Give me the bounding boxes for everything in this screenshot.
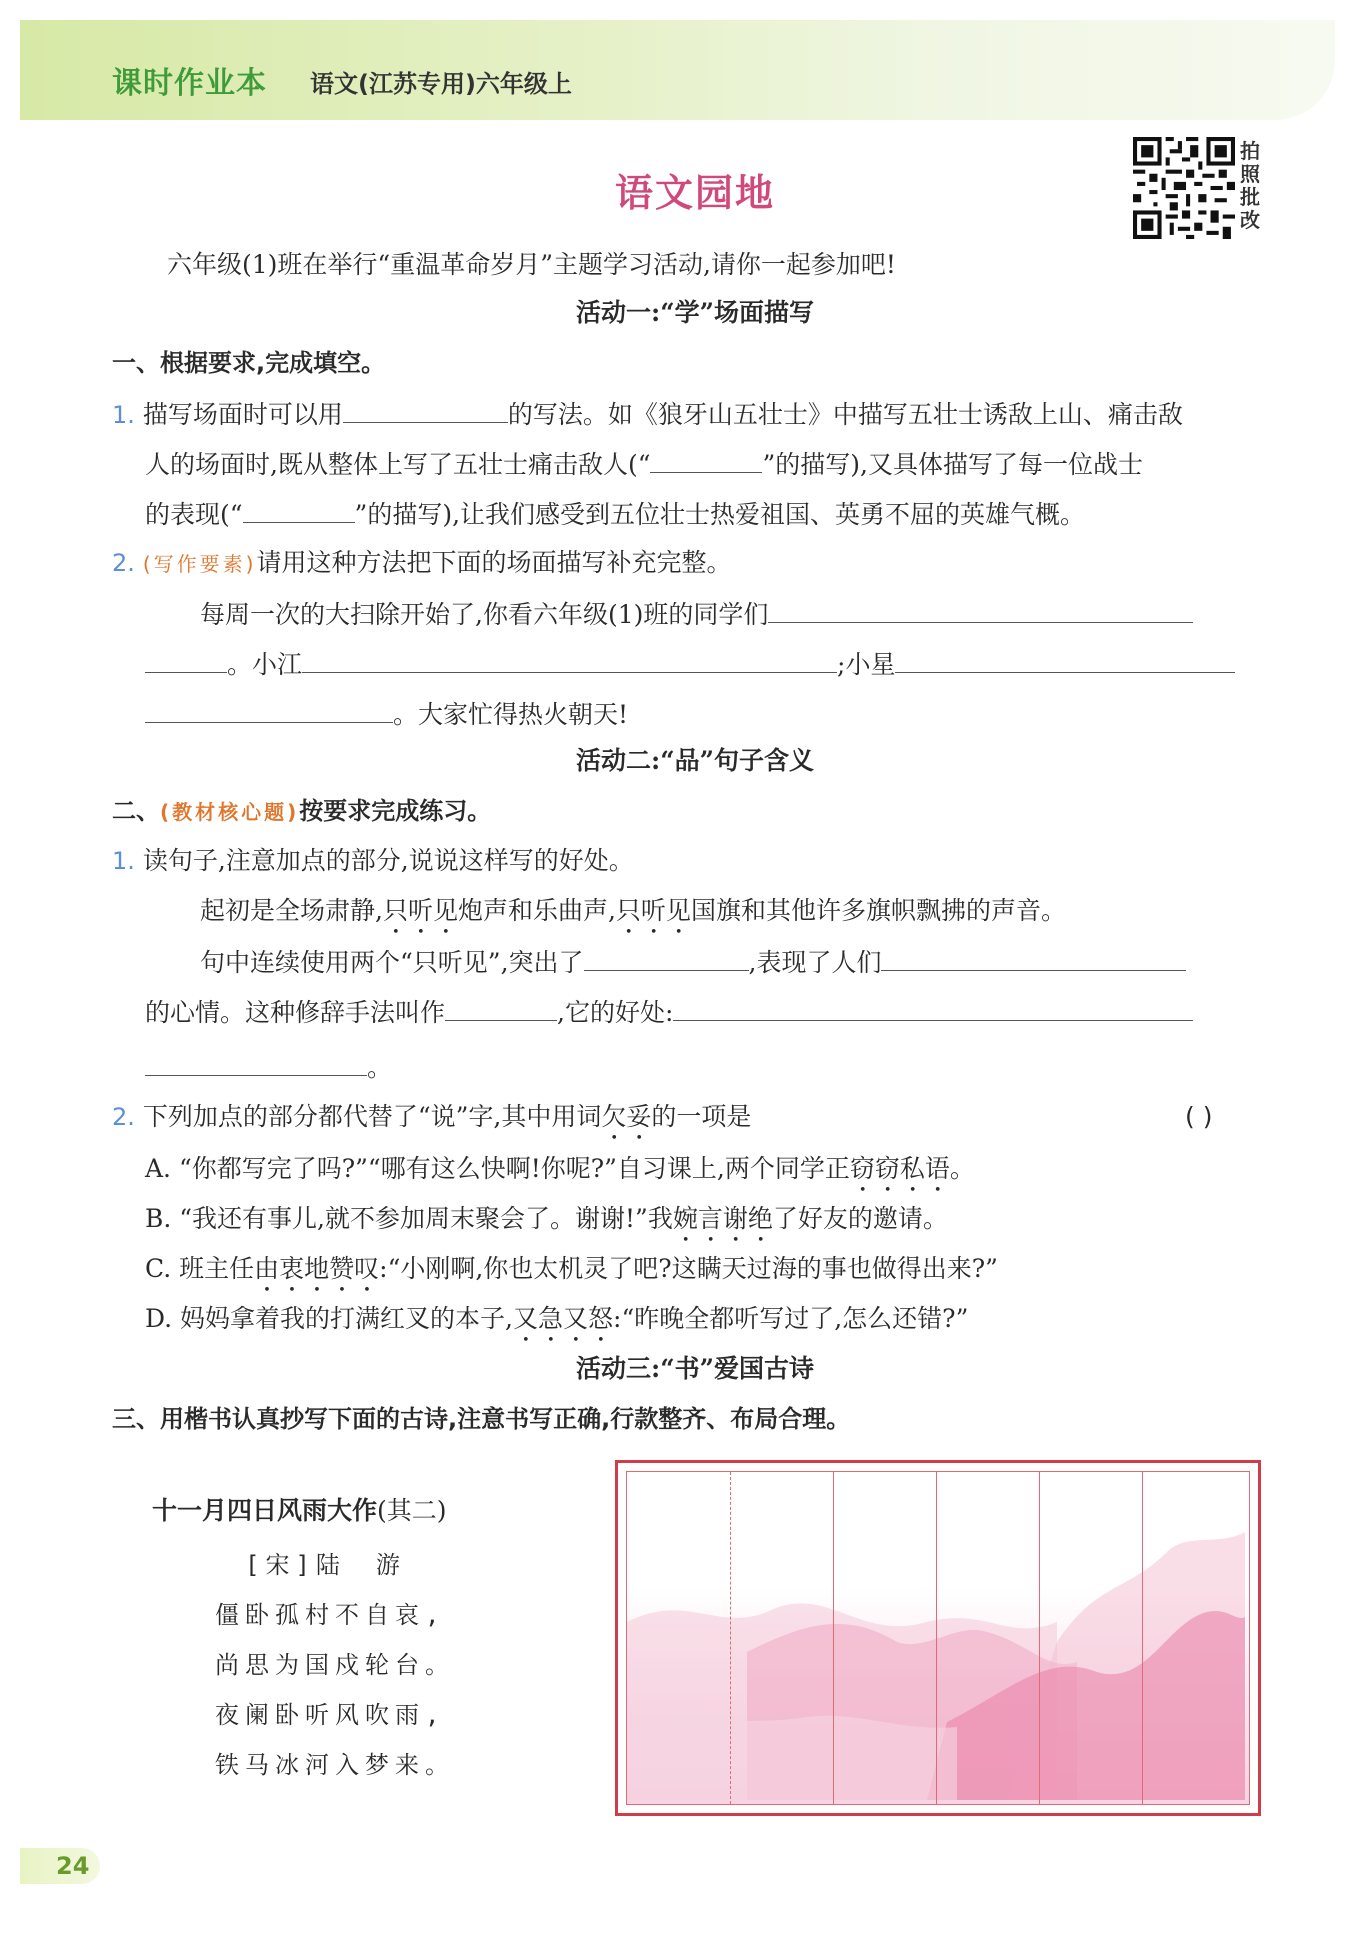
- option-a-dotted: 窃窃私语: [849, 1154, 950, 1183]
- q1-line-1: [112, 396, 1183, 432]
- q2-blank-2[interactable]: [145, 646, 227, 673]
- grid-column-line: [936, 1472, 937, 1804]
- q2-blank-3[interactable]: [302, 646, 837, 673]
- qr-label-char: 批: [1240, 185, 1260, 209]
- section-2-tag: (教材核心题): [160, 800, 300, 824]
- q4-answer-paren[interactable]: ( ): [1185, 1102, 1213, 1131]
- q3-sentence-b: 炮声和乐曲声,: [457, 896, 616, 925]
- poem-line: 尚思为国戍轮台。: [215, 1651, 455, 1679]
- grid-column-line: [730, 1472, 731, 1804]
- option-a-text: A. “你都写完了吗?”“哪有这么快啊!你呢?”自习课上,两个同学正: [145, 1154, 850, 1183]
- section-1-heading: 一、根据要求,完成填空。: [112, 349, 386, 377]
- book-brand: 课时作业本: [112, 66, 267, 101]
- q3-blank-2[interactable]: [881, 944, 1186, 971]
- section-2-heading: [112, 794, 491, 829]
- option-d-end: :“昨晚全都听写过了,怎么还错?”: [613, 1304, 969, 1333]
- grid-column-line: [1142, 1472, 1143, 1804]
- poem-line: 铁马冰河入梦来。: [215, 1751, 455, 1779]
- q2-blank-5[interactable]: [145, 696, 393, 723]
- q2-text-l1: 每周一次的大扫除开始了,你看六年级(1)班的同学们: [200, 600, 769, 629]
- option-c-end: :“小刚啊,你也太机灵了吧?这瞒天过海的事也做得出来?”: [379, 1254, 998, 1283]
- q3-answer-line-3: [145, 1049, 392, 1085]
- q3-text: 读句子,注意加点的部分,说说这样写的好处。: [142, 846, 634, 875]
- q1-text-a: 描写场面时可以用: [142, 400, 343, 429]
- q3-answer-line-2: [145, 994, 1193, 1030]
- q4-option-a[interactable]: [145, 1152, 975, 1198]
- q2-line-2: [200, 596, 1193, 632]
- q2-text: 请用这种方法把下面的场面描写补充完整。: [256, 548, 732, 577]
- q2-line-1: [112, 546, 731, 581]
- option-a-end: 。: [949, 1154, 975, 1183]
- q3-blank-5[interactable]: [145, 1049, 367, 1076]
- poem-line: 僵卧孤村不自哀,: [215, 1601, 446, 1629]
- poem-title: [152, 1494, 447, 1528]
- q2-line-3: [145, 646, 1235, 682]
- q4-text-b: 的一项是: [651, 1102, 752, 1131]
- qr-label: [1240, 140, 1266, 232]
- q4-option-d[interactable]: [145, 1302, 968, 1348]
- q3-answer-end: 。: [367, 1053, 393, 1082]
- writing-grid[interactable]: [615, 1460, 1261, 1816]
- q3-blank-1[interactable]: [584, 944, 749, 971]
- q3-sentence-c: 国旗和其他许多旗帜飘拂的声音。: [690, 896, 1066, 925]
- q2-text-l3: 。大家忙得热火朝天!: [393, 700, 629, 729]
- q3-dotted-1: 只听见: [382, 896, 458, 925]
- q2-text-l2a: 。小江: [227, 650, 303, 679]
- q4-line-1: [112, 1100, 751, 1146]
- q3-sentence: [200, 894, 1066, 940]
- option-b-end: 了好友的邀请。: [772, 1204, 948, 1233]
- intro-text: 六年级(1)班在举行“重温革命岁月”主题学习活动,请你一起参加吧!: [167, 250, 896, 279]
- q4-option-b[interactable]: [145, 1202, 948, 1248]
- activity-3-heading: 活动三:“书”爱国古诗: [576, 1354, 814, 1383]
- q3-answer-line-1: [200, 944, 1186, 980]
- q1-line-2: [145, 446, 1143, 482]
- q3-answer-a: 句中连续使用两个“只听见”,突出了: [200, 948, 584, 977]
- q3-sentence-a: 起初是全场肃静,: [200, 896, 383, 925]
- section-2-prefix: 二、: [112, 797, 160, 825]
- q3-answer-d: ,它的好处:: [557, 998, 674, 1027]
- poem-title-text: 十一月四日风雨大作: [152, 1496, 378, 1525]
- poem-subtitle: (其二): [377, 1496, 447, 1525]
- q1-blank-3[interactable]: [243, 496, 355, 523]
- book-subject: 语文(江苏专用)六年级上: [310, 70, 572, 98]
- q2-text-l2b: ;小星: [837, 650, 896, 679]
- q1-blank-1[interactable]: [343, 396, 508, 423]
- grid-column-line: [833, 1472, 834, 1804]
- activity-1-heading: 活动一:“学”场面描写: [576, 298, 814, 327]
- page-title: 语文园地: [614, 171, 775, 215]
- option-b-dotted: 婉言谢绝: [672, 1204, 773, 1233]
- qr-code-icon[interactable]: [1133, 137, 1235, 239]
- q4-number: 2.: [112, 1103, 135, 1131]
- q3-line-1: [112, 844, 634, 878]
- page-number: 24: [56, 1852, 90, 1880]
- q1-text-b: 的写法。如《狼牙山五壮士》中描写五壮士诱敌上山、痛击敌: [507, 400, 1183, 429]
- option-d-dotted: 又急又怒: [513, 1304, 614, 1333]
- qr-label-char: 拍: [1240, 139, 1260, 163]
- option-b-text: B. “我还有事儿,就不参加周末聚会了。谢谢!”我: [145, 1204, 673, 1233]
- q1-text-c: 人的场面时,既从整体上写了五壮士痛击敌人(“: [145, 450, 651, 479]
- q3-dotted-2: 只听见: [615, 896, 691, 925]
- option-c-dotted: 由衷地赞叹: [254, 1254, 380, 1283]
- q3-number: 1.: [112, 847, 135, 875]
- grid-column-line: [1039, 1472, 1040, 1804]
- q3-answer-c: 的心情。这种修辞手法叫作: [145, 998, 446, 1027]
- q2-blank-1[interactable]: [768, 596, 1193, 623]
- q1-number: 1.: [112, 401, 135, 429]
- poem-author: [宋]陆 游: [245, 1551, 406, 1579]
- q4-dotted: 欠妥: [601, 1102, 652, 1131]
- q3-answer-b: ,表现了人们: [748, 948, 882, 977]
- option-c-text: C. 班主任: [145, 1254, 255, 1283]
- q3-blank-3[interactable]: [445, 994, 557, 1021]
- q2-blank-4[interactable]: [895, 646, 1235, 673]
- q1-text-d: ”的描写),又具体描写了每一位战士: [762, 450, 1143, 479]
- q4-option-c[interactable]: [145, 1252, 998, 1298]
- q1-text-e: 的表现(“: [145, 500, 243, 529]
- qr-label-char: 照: [1240, 162, 1260, 186]
- q1-text-f: ”的描写),让我们感受到五位壮士热爱祖国、英勇不屈的英雄气概。: [354, 500, 1086, 529]
- writing-grid-inner: [626, 1471, 1250, 1805]
- qr-label-char: 改: [1240, 208, 1260, 232]
- q1-line-3: [145, 496, 1085, 532]
- q2-number: 2.: [112, 549, 135, 577]
- poem-line: 夜阑卧听风吹雨,: [215, 1701, 446, 1729]
- q3-blank-4[interactable]: [673, 994, 1193, 1021]
- section-2-text: 按要求完成练习。: [299, 797, 492, 825]
- q1-blank-2[interactable]: [650, 446, 762, 473]
- option-d-text: D. 妈妈拿着我的打满红叉的本子,: [145, 1304, 513, 1333]
- q2-line-4: [145, 696, 628, 732]
- q4-text-a: 下列加点的部分都代替了“说”字,其中用词: [142, 1102, 602, 1131]
- q2-tag: (写作要素): [142, 552, 257, 576]
- activity-2-heading: 活动二:“品”句子含义: [576, 746, 814, 775]
- section-3-heading: 三、用楷书认真抄写下面的古诗,注意书写正确,行款整齐、布局合理。: [112, 1405, 851, 1433]
